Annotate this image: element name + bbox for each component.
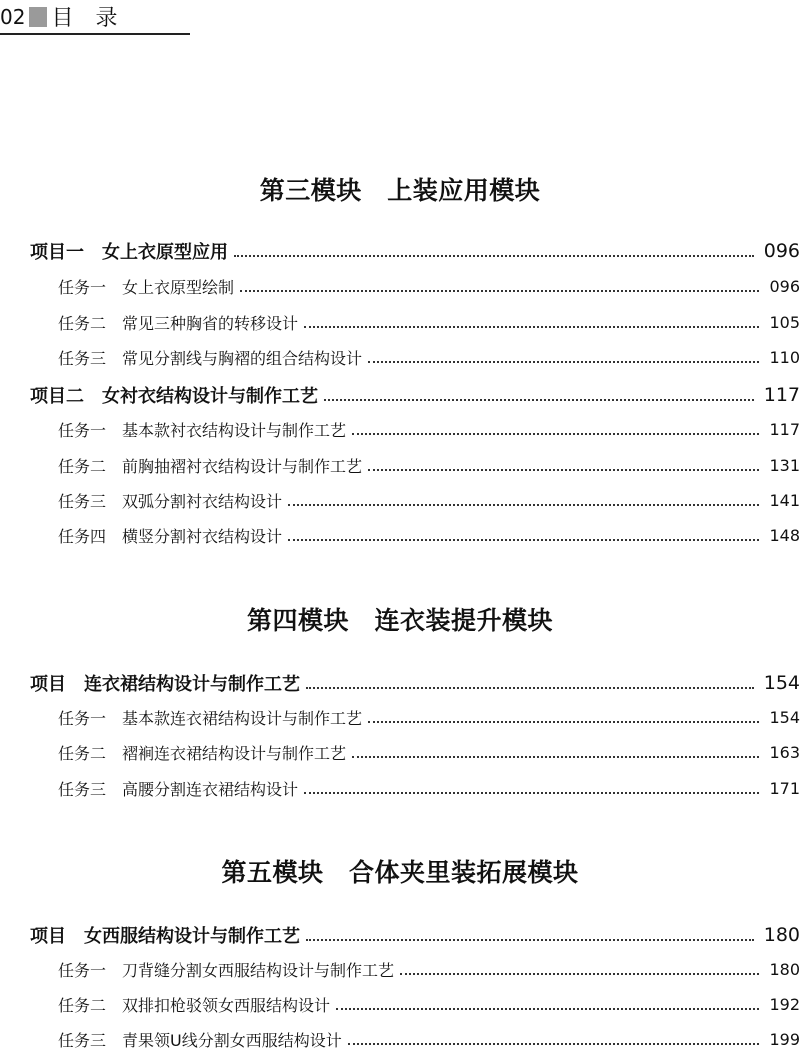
dot-leader <box>324 399 754 401</box>
toc-task-label: 任务三 常见分割线与胸褶的组合结构设计 <box>58 348 363 368</box>
toc-item-row[interactable] <box>0 234 800 268</box>
toc-item-row[interactable] <box>0 666 800 700</box>
toc-item-label: 项目 连衣裙结构设计与制作工艺 <box>30 674 300 695</box>
toc-task-row[interactable] <box>0 269 800 303</box>
toc-page-number: 117 <box>769 419 800 439</box>
module-title: 第五模块 合体夹里装拓展模块 <box>221 858 579 887</box>
toc-item-row[interactable] <box>0 918 800 952</box>
toc-item-label: 项目一 女上衣原型应用 <box>30 242 228 263</box>
toc-page-number: 117 <box>763 384 800 406</box>
toc-page-number: 141 <box>769 490 800 510</box>
dot-leader <box>400 973 759 975</box>
dot-leader <box>368 469 759 471</box>
toc-task-row[interactable] <box>0 340 800 374</box>
dot-leader <box>240 290 759 292</box>
toc-task-row[interactable] <box>0 518 800 552</box>
dot-leader <box>352 756 759 758</box>
toc-page-number: 180 <box>769 959 800 979</box>
dot-leader <box>336 1008 759 1010</box>
toc-task-row[interactable] <box>0 700 800 734</box>
toc-task-row[interactable] <box>0 771 800 805</box>
dot-leader <box>352 433 759 435</box>
toc-item-label: 项目二 女衬衣结构设计与制作工艺 <box>30 386 318 407</box>
toc-page-number: 131 <box>769 455 800 475</box>
toc-task-row[interactable] <box>0 735 800 769</box>
toc-task-label: 任务一 刀背缝分割女西服结构设计与制作工艺 <box>58 960 395 980</box>
toc-task-row[interactable] <box>0 305 800 339</box>
page-number: 02 <box>0 4 26 29</box>
header-title: 目录 <box>51 6 140 31</box>
toc-task-label: 任务四 横竖分割衬衣结构设计 <box>58 526 283 546</box>
dot-leader <box>368 721 759 723</box>
toc-page-number: 096 <box>763 240 800 262</box>
toc-task-label: 任务一 女上衣原型绘制 <box>58 277 235 297</box>
dot-leader <box>234 255 754 257</box>
dot-leader <box>306 939 754 941</box>
toc-task-row[interactable] <box>0 1022 800 1056</box>
toc-task-label: 任务二 褶裥连衣裙结构设计与制作工艺 <box>58 743 347 763</box>
toc-task-label: 任务三 双弧分割衬衣结构设计 <box>58 491 283 511</box>
toc-page-number: 171 <box>769 778 800 798</box>
toc-task-label: 任务二 前胸抽褶衬衣结构设计与制作工艺 <box>58 456 363 476</box>
toc-page-number: 192 <box>769 994 800 1014</box>
toc-item-label: 项目 女西服结构设计与制作工艺 <box>30 926 300 947</box>
toc-page-number: 105 <box>769 312 800 332</box>
dot-leader <box>288 539 759 541</box>
toc-page-number: 163 <box>769 742 800 762</box>
toc-page-number: 154 <box>763 672 800 694</box>
dot-leader <box>288 504 759 506</box>
toc-task-row[interactable] <box>0 412 800 446</box>
module-title: 第四模块 连衣装提升模块 <box>246 606 553 635</box>
dot-leader <box>304 792 759 794</box>
header-gray-block <box>29 7 47 27</box>
toc-page-number: 199 <box>769 1029 800 1049</box>
toc-page-number: 096 <box>769 276 800 296</box>
dot-leader <box>368 361 759 363</box>
toc-page-number: 110 <box>769 347 800 367</box>
toc-task-row[interactable] <box>0 483 800 517</box>
toc-page-number: 154 <box>769 707 800 727</box>
dot-leader <box>348 1043 760 1045</box>
toc-task-label: 任务二 双排扣枪驳领女西服结构设计 <box>58 995 331 1015</box>
toc-item-row[interactable] <box>0 378 800 412</box>
running-header <box>0 0 190 35</box>
dot-leader <box>306 687 754 689</box>
dot-leader <box>304 326 759 328</box>
toc-page-number: 180 <box>763 924 800 946</box>
module-title: 第三模块 上装应用模块 <box>259 176 541 205</box>
toc-task-label: 任务三 青果领U线分割女西服结构设计 <box>58 1030 342 1050</box>
toc-task-row[interactable] <box>0 952 800 986</box>
toc-page-number: 148 <box>769 525 800 545</box>
toc-task-row[interactable] <box>0 448 800 482</box>
toc-task-label: 任务三 高腰分割连衣裙结构设计 <box>58 779 299 799</box>
toc-task-label: 任务一 基本款连衣裙结构设计与制作工艺 <box>58 708 363 728</box>
toc-task-label: 任务二 常见三种胸省的转移设计 <box>58 313 299 333</box>
toc-task-label: 任务一 基本款衬衣结构设计与制作工艺 <box>58 420 347 440</box>
toc-task-row[interactable] <box>0 987 800 1021</box>
